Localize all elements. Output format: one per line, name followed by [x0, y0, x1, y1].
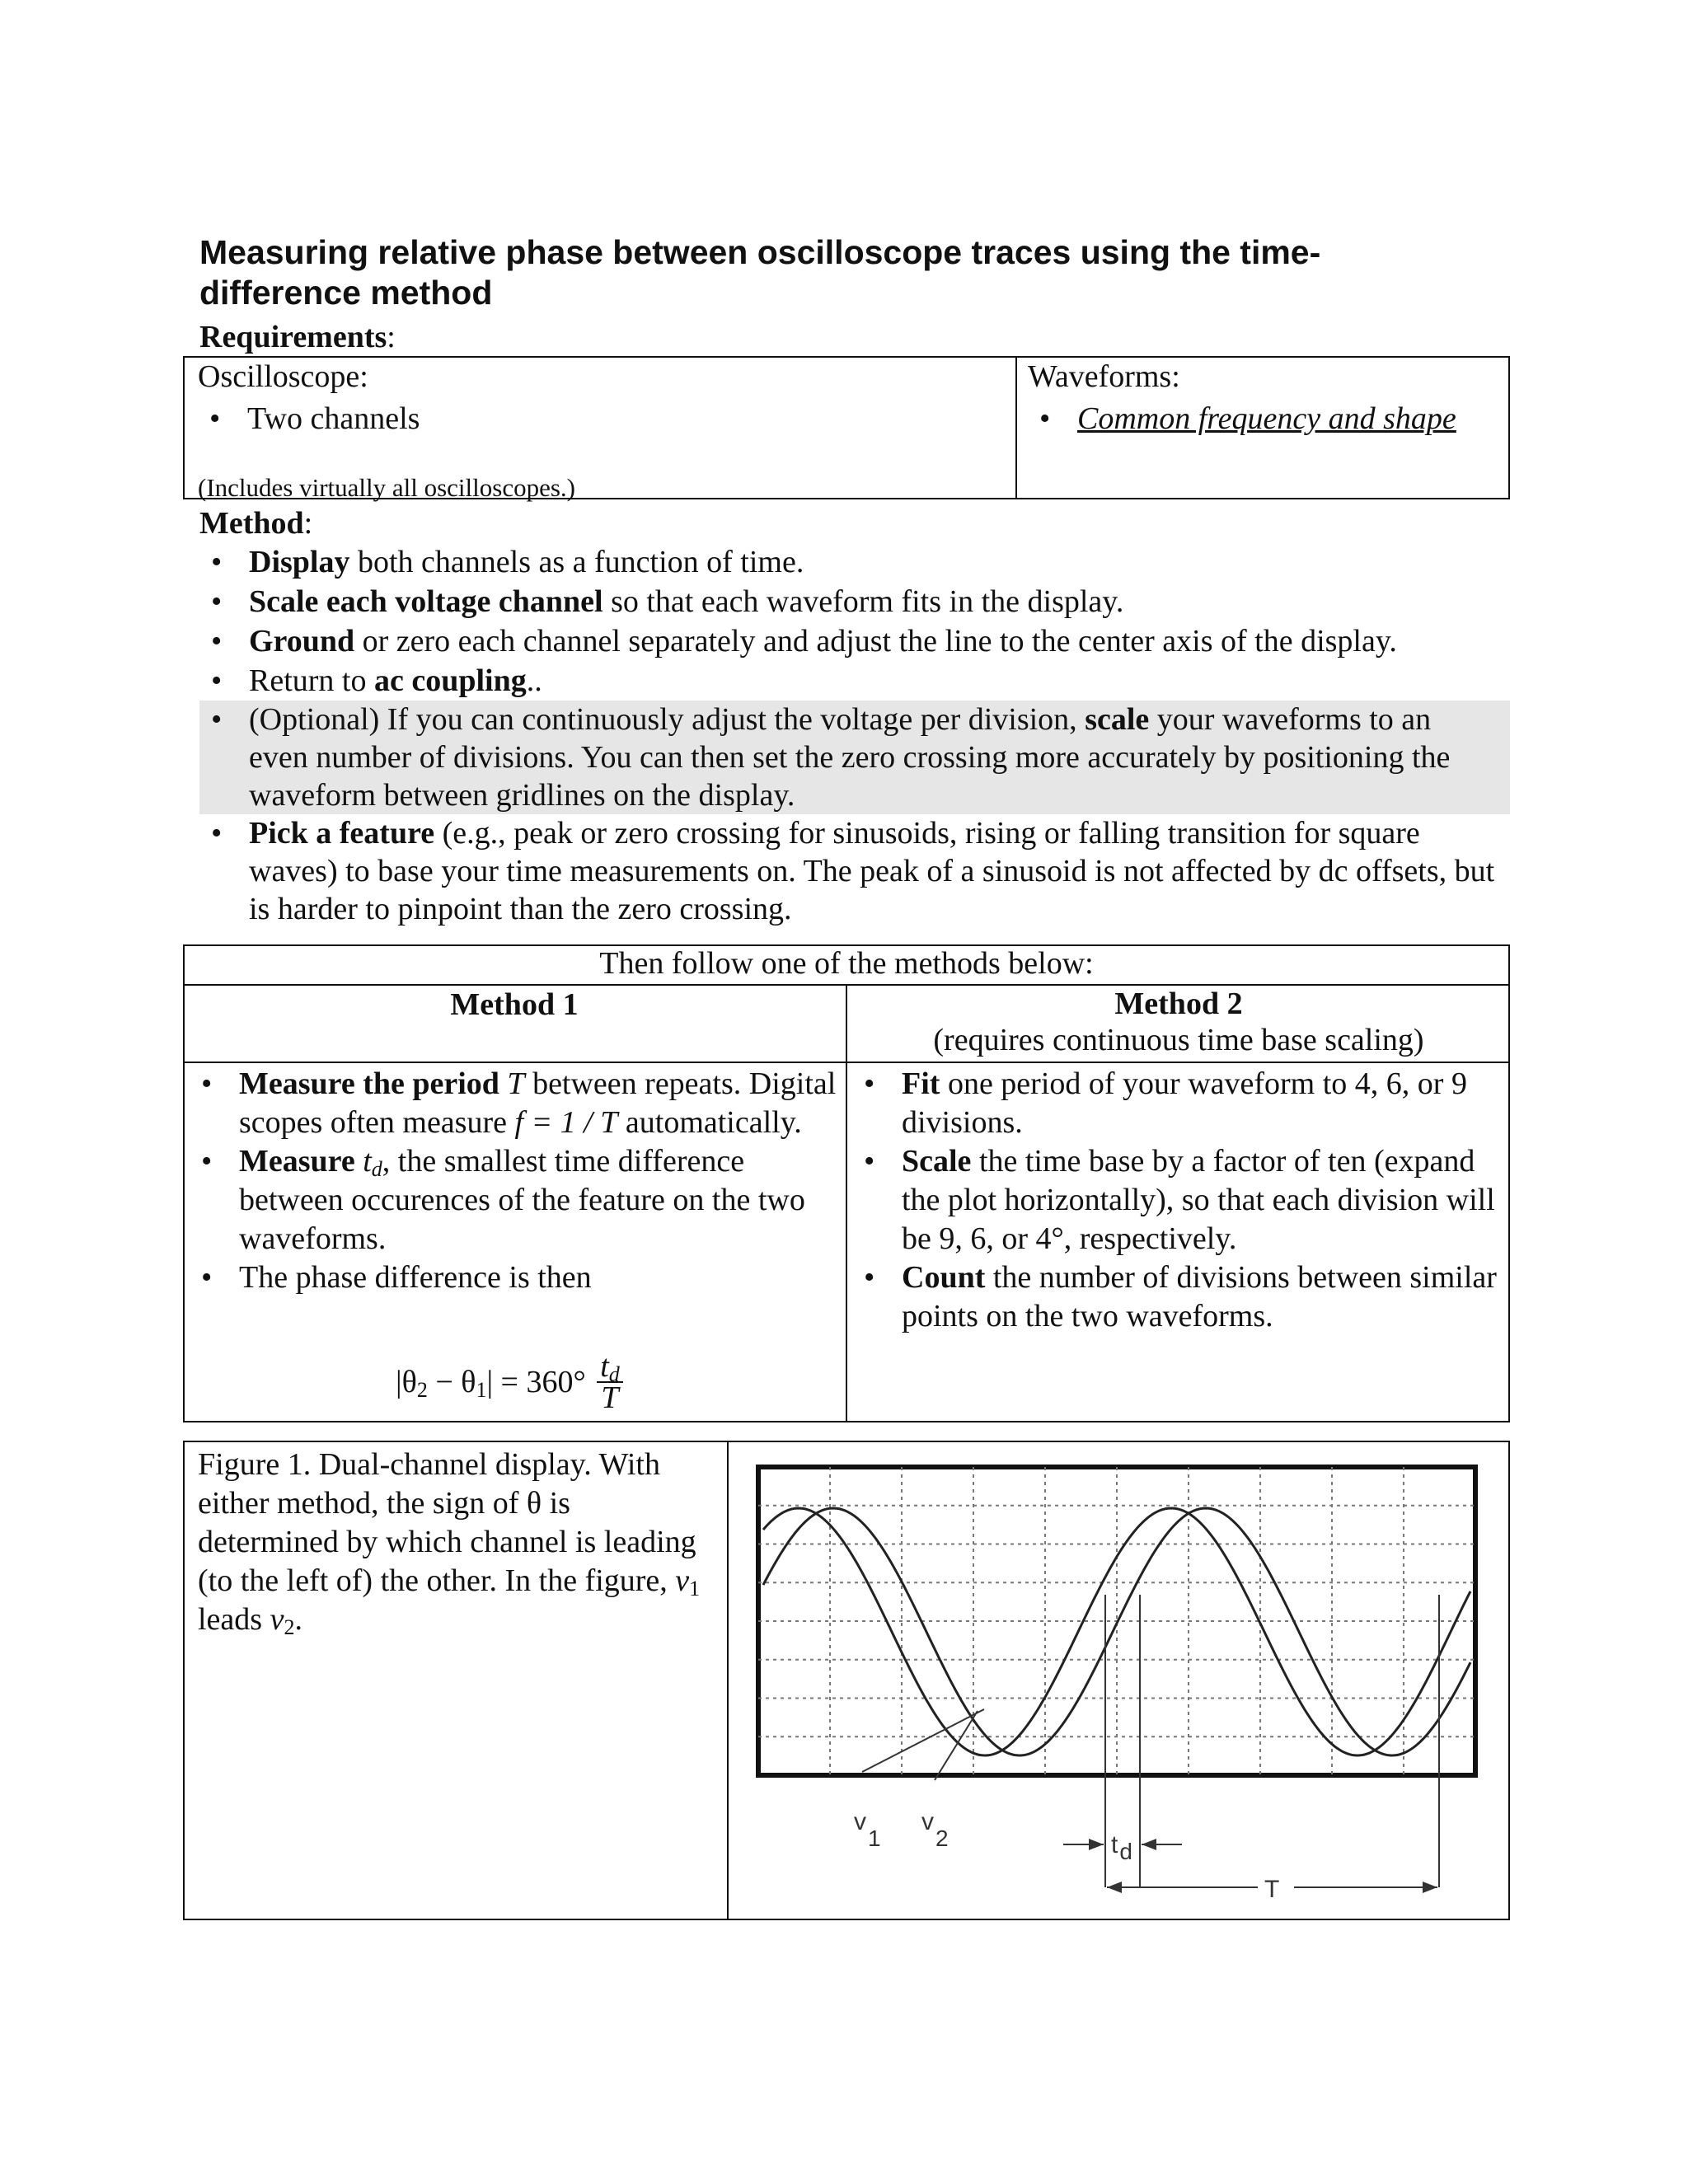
period-arrowhead-left: [1107, 1882, 1122, 1893]
v1-leader: [862, 1709, 984, 1772]
method1-item: • Measure $t_d$, the smallest time difference between occurences of the feature on the two waveforms.: [190, 1142, 841, 1258]
method-item-optional: • (Optional) If you can continuously adjust the voltage per division, scale your waveforms to an even number of divisions. You can then set the zero crossing more accurately by positioning the waveform between gridlines on the display.: [199, 701, 1510, 814]
method-item: • Return to ac coupling..: [199, 661, 1510, 701]
method2-title: Method 2 (requires continuous time base scaling): [933, 987, 1424, 1057]
phase-formula: $|\theta_2 - \theta_1| = 360^\circ$ $\frac{t_d}{T}$: [396, 1352, 623, 1413]
method2-item: • Count the number of divisions between similar points on the two waveforms.: [852, 1258, 1503, 1336]
method1-title: Method 1: [450, 987, 579, 1022]
method1-item: • Measure the period T between repeats. Digital scopes often measure f = 1 / T automatically.: [190, 1065, 841, 1142]
method2-item: • Scale the time base by a factor of ten (expand the plot horizontally), so that each division will be 9, 6, or 4°, respectively.: [852, 1142, 1503, 1258]
method-list: [199, 542, 1510, 928]
label-v1: v1: [854, 1808, 881, 1851]
scope-diagram: [730, 1442, 1508, 1919]
oscilloscope-note: (Includes virtually all oscilloscopes.): [198, 473, 575, 502]
method-item: • Ground or zero each channel separately and adjust the line to the center axis of the display.: [199, 621, 1510, 661]
document-page: [183, 232, 1510, 1920]
methods-table: [183, 944, 1510, 1422]
td-arrowhead-right: [1142, 1839, 1156, 1850]
method2-body: [852, 1065, 1503, 1336]
td-arrowhead-left: [1089, 1839, 1104, 1850]
label-v2: v2: [921, 1808, 949, 1851]
requirements-heading: Requirements:: [199, 320, 396, 354]
method1-body: [190, 1065, 841, 1415]
waveforms-item: Common frequency and shape: [1077, 401, 1456, 436]
method-item: • Display both channels as a function of time.: [199, 542, 1510, 582]
oscilloscope-item: • Two channels: [198, 399, 1006, 438]
method2-item: • Fit one period of your waveform to 4, 6, or 9 divisions.: [852, 1065, 1503, 1142]
oscilloscope-figure: [730, 1442, 1508, 1919]
waveforms-cell: Waveforms: • Common frequency and shape: [1028, 358, 1498, 438]
method1-item: • The phase difference is then: [190, 1258, 841, 1297]
page-title: Measuring relative phase between oscilloscope traces using the time- difference method: [199, 233, 1321, 312]
method-item: • Scale each voltage channel so that each waveform fits in the display.: [199, 582, 1510, 621]
method-heading: Method:: [199, 506, 313, 541]
label-td: td: [1111, 1831, 1132, 1864]
period-arrowhead-right: [1423, 1882, 1437, 1893]
figure-caption: Figure 1. Dual-channel display. With either method, the sign of θ is determined by which channel is leading (to the left of) the other. In the figure, $v_1$ leads $v_2$.: [198, 1447, 701, 1639]
oscilloscope-cell: Oscilloscope: • Two channels (Includes virtually all oscilloscopes.): [198, 358, 1006, 503]
requirements-table: [183, 356, 1510, 502]
methods-table-header: Then follow one of the methods below:: [599, 946, 1094, 981]
figure-table: [183, 1441, 1510, 1920]
label-T: T: [1264, 1876, 1280, 1903]
method-item: • Pick a feature (e.g., peak or zero crossing for sinusoids, rising or falling transition for square waves) to base your time measurements on. The peak of a sinusoid is not affected by dc offsets, but is harder to pinpoint than the zero crossing.: [199, 814, 1510, 928]
